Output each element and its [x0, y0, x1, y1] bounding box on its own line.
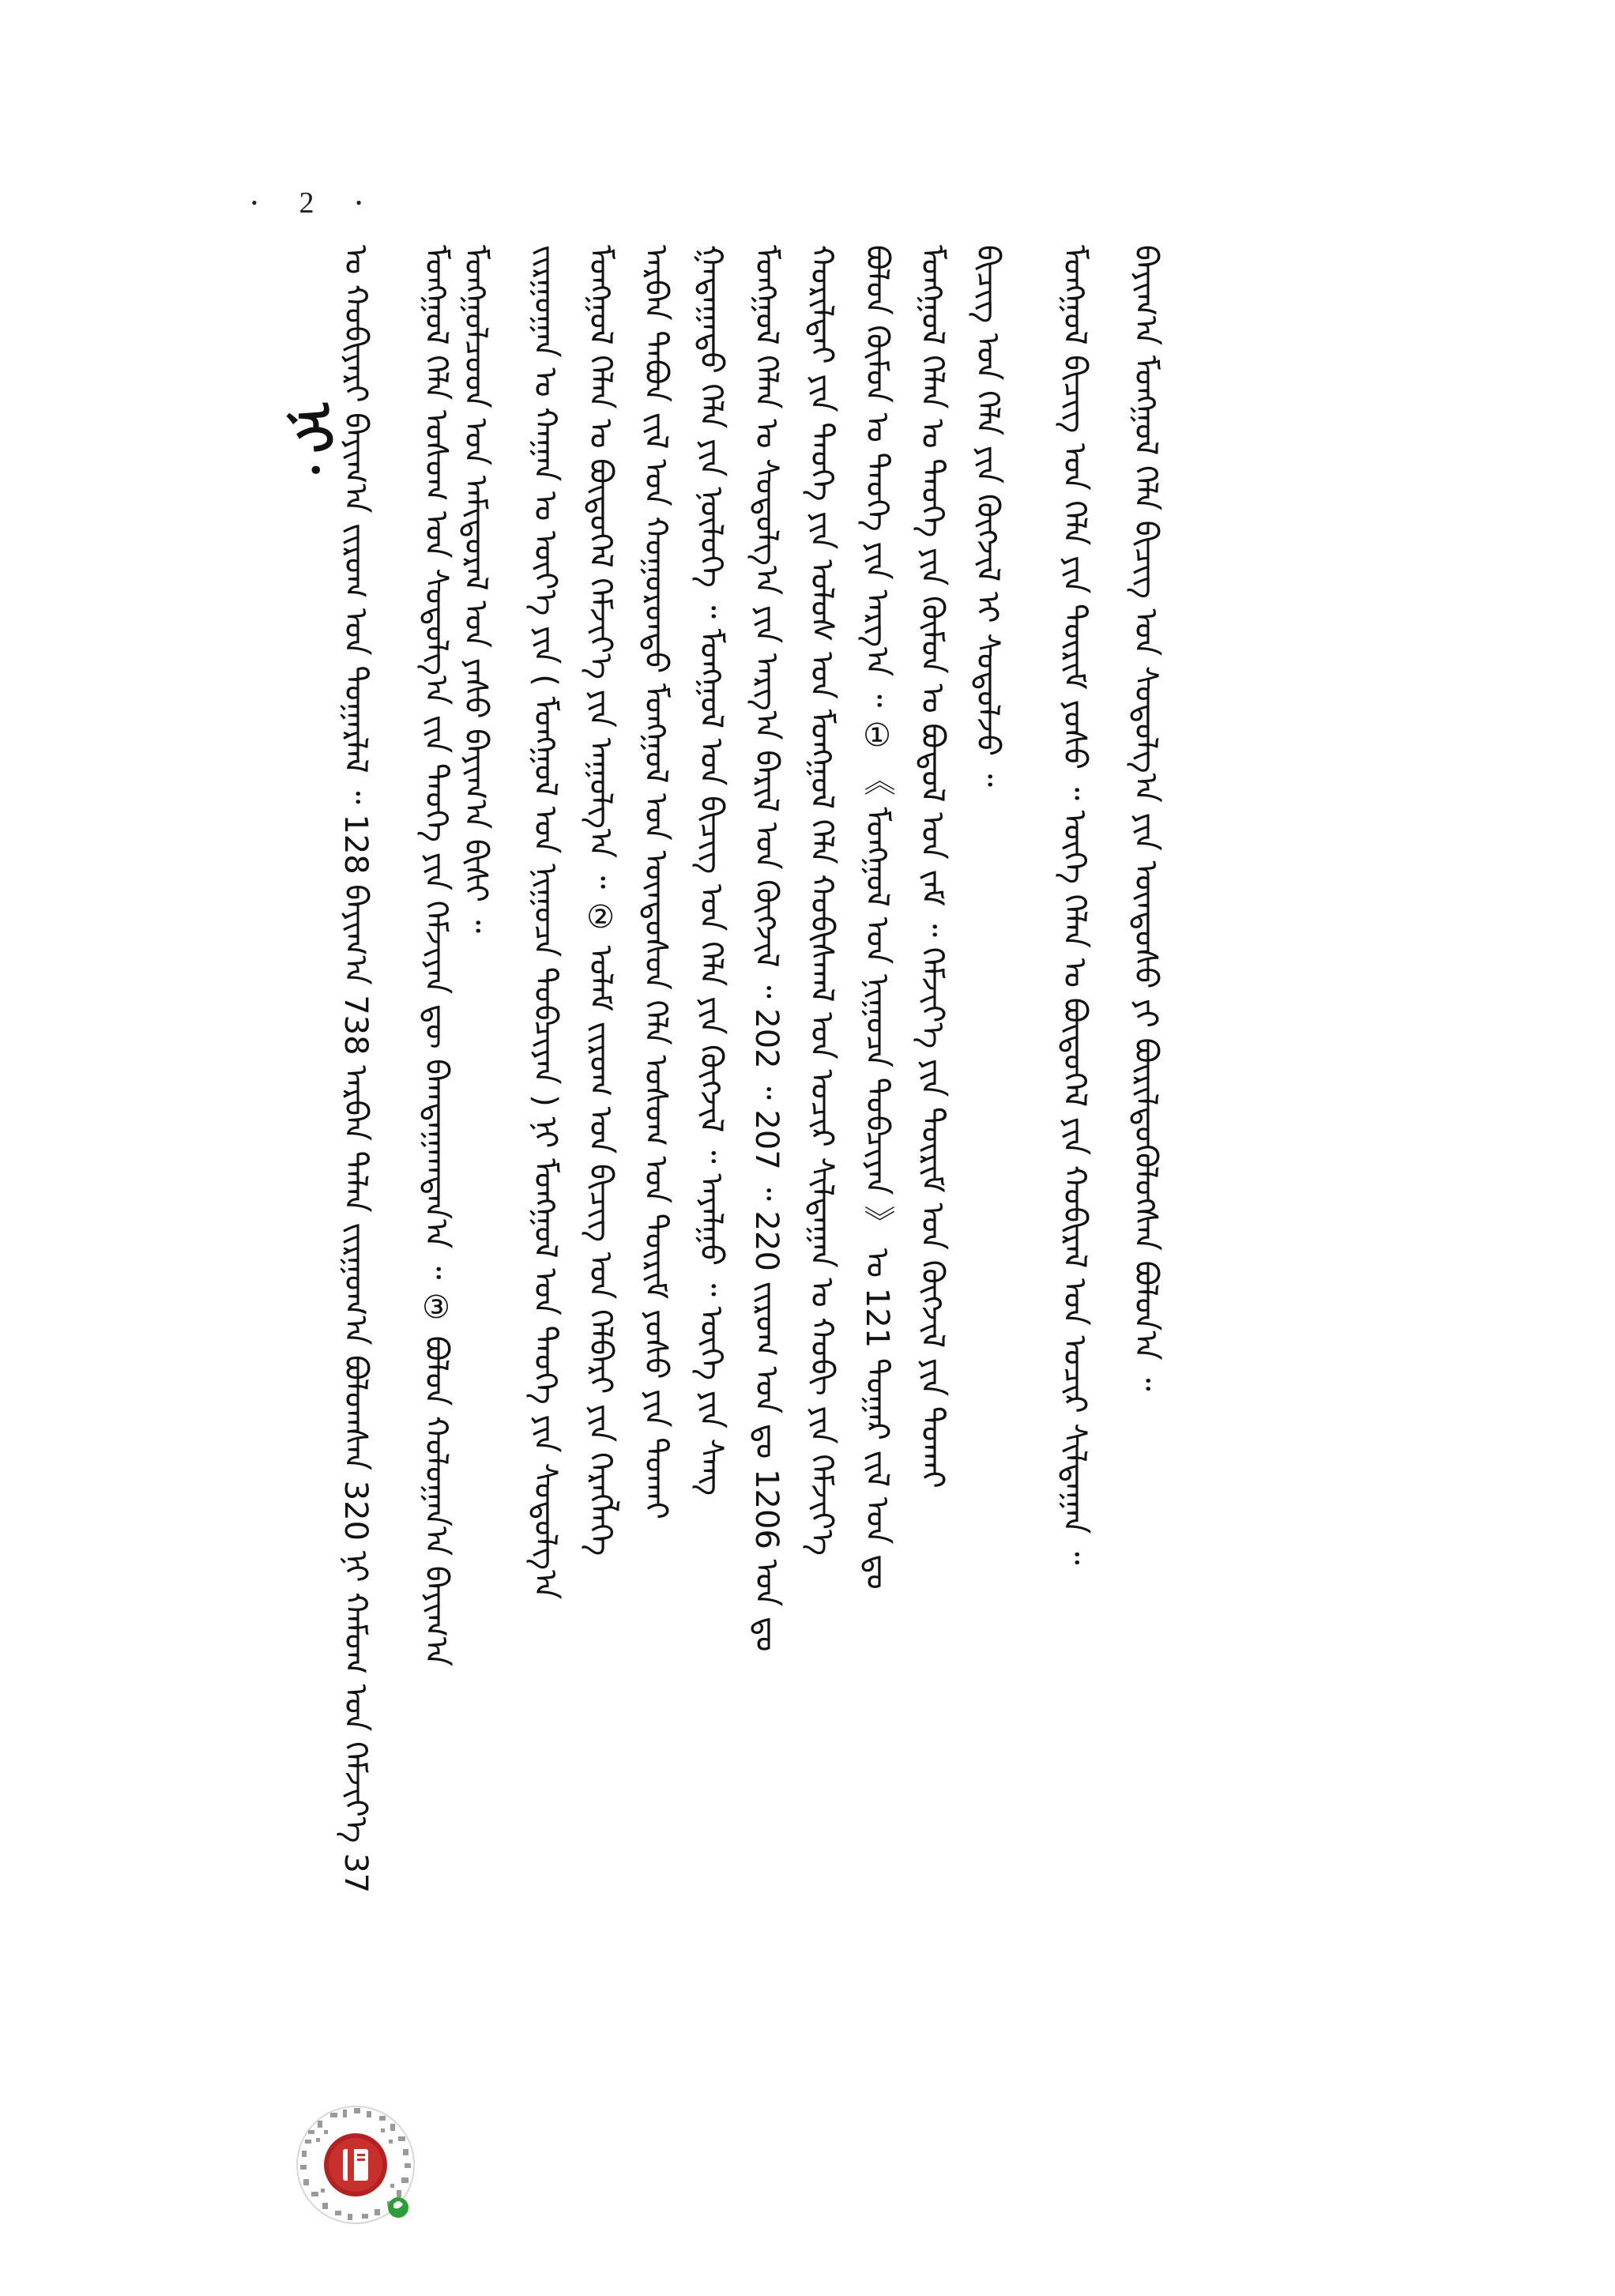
text-column-9 [798, 245, 845, 2125]
text-column-5 [577, 245, 624, 2125]
text-line: ᠤ ᠬᠤᠪᠢᠶᠠᠷᠢ ᠪᠠᠶᠢᠭ᠎ᠠ ᠵᠢᠷᠤᠭ ᠤᠨ ᠳᠤᠭᠠᠷᠯᠠᠯ ᠃ 128 ᠪᠠᠶᠢᠭ᠎ᠠ 738 ᠠᠷᠪᠠᠨ ᠳᠠᠯᠠᠨ ᠵᠢᠷᠭᠤᠭ᠎ᠠ ᠪᠣᠯᠤᠭᠰᠠᠨ 320 ᠨᠢ ᠬᠠᠮᠤᠭ ᠤᠨ ᠬᠡᠮᠵᠢᠶ᠎ᠡ 37 [337, 245, 374, 1894]
text-line: ᠮᠣᠩᠭᠣᠯᠴᠤᠳ ᠤᠨ ᠠᠮᠢᠳᠤᠷᠠᠯ ᠤᠨ ᠶᠠᠰᠤ ᠪᠠᠶᠢᠭ᠎ᠠ ᠪᠢᠰᠢ ᠃ [457, 245, 494, 934]
text-column-3 [452, 245, 499, 2125]
text-line: ᠠᠷᠪᠠᠨ ᠲᠠᠪᠤᠨ ᠵᠢᠯ ᠤᠨ ᠬᠤᠭᠤᠷᠤᠨᠳᠤ ᠮᠣᠩᠭᠣᠯ ᠤᠨ ᠦᠨᠳᠦᠰᠦᠨ ᠬᠡᠯᠡ ᠤᠰᠤᠭ ᠤᠨ ᠳᠦᠷᠢᠮ ᠶᠣᠰᠤ ᠶᠢᠨ ᠲᠤᠬᠠᠢ [638, 245, 674, 1520]
text-column-14 [1122, 245, 1169, 2125]
text-column-7 [687, 245, 735, 2125]
text-line: ᠮᠣᠩᠭᠣᠯ ᠬᠡᠯᠡ ᠤᠰᠤᠭ ᠤᠨ ᠰᠤᠳᠤᠯᠭ᠎ᠠ ᠵᠢᠨ ᠲᠡᠦᠬᠡ ᠶᠢᠨ ᠬᠡᠮᠵᠢᠶᠡᠨ ᠳᠦ ᠪᠠᠭᠲᠠᠭᠠᠭᠳᠠᠨ᠎ᠠ ᠃ ③ ᠪᠤᠯᠤᠨ ᠬᠤᠯᠤᠭᠠᠨ᠎ᠠ ᠪᠠᠶᠢᠭ᠎ᠠ [418, 245, 454, 1667]
text-column-4 [521, 245, 569, 2125]
text-line: ᠮᠣᠩᠭᠣᠯ ᠬᠡᠯᠡᠨ ᠤ ᠪᠦᠲᠦᠭᠡᠯ ᠬᠡᠮᠵᠢᠶ᠎ᠡ ᠶᠢᠨ ᠠᠭᠤᠯᠭ᠎ᠠ ᠃ ② ᠤᠯᠠᠮ ᠵᠢᠷᠤᠭ ᠤᠨ ᠪᠢᠴᠢᠭ ᠤᠨ ᠬᠡᠯᠪᠡᠷᠢ ᠶᠢᠨ ᠬᠡᠷᠡᠭᠯᠡᠭᠡ [582, 245, 619, 1556]
page-number-value: 2 [299, 186, 314, 220]
text-column-11 [909, 245, 956, 2125]
page-number [251, 183, 362, 223]
text-column-13 [1051, 245, 1098, 2125]
qr-logo-icon [292, 2102, 419, 2228]
text-column-1 [332, 245, 379, 2125]
text-column-6 [632, 245, 680, 2125]
text-line: ᠵᠢᠷᠭᠤᠭᠠᠨ ᠤ ᠬᠠᠭᠠᠨ ᠤ ᠦᠶ᠎ᠡ ᠶᠢᠨ ( ᠮᠣᠩᠭᠣᠯ ᠤᠨ ᠨᠢᠭᠤᠴᠠ ᠲᠣᠪᠴᠢᠶᠠᠨ ) ᠨᠢ ᠮᠣᠩᠭᠣᠯ ᠤᠨ ᠲᠡᠦᠬᠡ ᠶᠢᠨ ᠰᠤᠳᠤᠯᠭ᠎ᠠ [527, 245, 563, 1600]
text-line: ᠭᠠᠳᠠᠭᠠᠳᠤ ᠬᠡᠯᠡ ᠶᠢᠨ ᠨᠥᠯᠦᠭᠡ ᠃ ᠮᠣᠩᠭᠣᠯ ᠤᠨ ᠪᠢᠴᠢᠭ ᠤᠨ ᠬᠡᠯᠡ ᠶᠢᠨ ᠬᠥᠭᠵᠢᠯ ᠃ ᠠᠶᠠᠯᠭᠤ ᠃ ᠦᠭᠡ ᠶᠢᠨ ᠰᠠᠩ [693, 245, 729, 1496]
text-line: ᠮᠣᠩᠭᠣᠯ ᠬᠡᠯᠡᠨ ᠤ ᠲᠡᠦᠬᠡ ᠶᠢᠨ ᠬᠦᠮᠦᠨ ᠤ ᠪᠣᠳᠤᠯ ᠤᠨ ᠵᠠᠮ ᠃ ᠬᠡᠮᠵᠢᠶ᠎ᠡ ᠶᠢᠨ ᠳᠦᠷᠢᠮ ᠤᠨ ᠬᠥᠭᠵᠢᠯ ᠶᠢᠨ ᠲᠤᠬᠠᠢ [914, 245, 951, 1489]
text-line: ᠪᠢᠴᠢᠭ ᠤᠨ ᠬᠡᠯᠡ ᠶᠢᠨ ᠬᠥᠭᠵᠢᠯ ᠢ ᠰᠤᠳᠤᠯᠵᠤ ᠃ [969, 245, 1006, 788]
section-heading: ᠨᠢ᠂ [283, 403, 341, 474]
text-line: ᠮᠣᠩᠭᠣᠯ ᠪᠢᠴᠢᠭ ᠤᠨ ᠬᠡᠯᠡ ᠶᠢᠨ ᠳᠦᠷᠢᠮ ᠶᠣᠰᠤ ᠃ ᠦᠭᠡ ᠬᠡᠯᠡᠨ ᠤ ᠪᠦᠲᠦᠭᠡᠯ ᠶᠢᠨ ᠬᠤᠪᠢᠷᠠᠯ ᠤᠨ ᠤᠴᠢᠷ ᠰᠢᠯᠳᠠᠭᠠᠨ ᠃ [1056, 245, 1093, 1565]
text-column-12 [964, 245, 1011, 2125]
page-number-dot-right: • [356, 193, 362, 213]
page-number-dot-left: • [251, 193, 258, 213]
text-column-8 [743, 245, 790, 2125]
text-line: ᠮᠣᠩᠭᠣᠯ ᠬᠡᠯᠡᠨ ᠤ ᠰᠤᠳᠤᠯᠭ᠎ᠠ ᠶᠢᠨ ᠠᠷᠭ᠎ᠠ ᠪᠠᠷᠢᠯ ᠤᠨ ᠬᠥᠭᠵᠢᠯ ᠃ 202 ᠃ 207 ᠃ 220 ᠵᠢᠷᠤᠭ ᠤᠨ ᠳᠤ 1206 ᠤᠨ ᠳᠤ [748, 245, 785, 1652]
text-column-10 [853, 245, 901, 2125]
text-line: ᠬᠤᠷᠢᠯᠳᠠᠢ ᠶᠢᠨ ᠲᠡᠦᠬᠡ ᠶᠢᠨ ᠤᠯᠤᠰ ᠤᠨ ᠮᠣᠩᠭᠣᠯ ᠬᠡᠯᠡ ᠬᠤᠪᠢᠰᠬᠠᠯ ᠤᠨ ᠤᠴᠢᠷ ᠰᠢᠯᠳᠠᠭᠠᠨ ᠤ ᠬᠤᠪᠢ ᠶᠢᠨ ᠬᠡᠮᠵᠢᠶ᠎ᠡ [804, 245, 840, 1556]
text-line: ᠪᠣᠯᠤᠨ ᠬᠦᠮᠦᠨ ᠤ ᠲᠡᠦᠬᠡ ᠶᠢᠨ ᠠᠷᠭ᠎ᠠ ᠃ ① 《 ᠮᠣᠩᠭᠣᠯ ᠤᠨ ᠨᠢᠭᠤᠴᠠ ᠲᠣᠪᠴᠢᠶᠠᠨ 》 ᠤ 121 ᠳᠤᠭᠠᠷ ᠵᠢᠯ ᠤᠨ ᠳᠤ [859, 245, 895, 1590]
text-line: ᠪᠠᠶᠢᠭ᠎ᠠ ᠮᠣᠩᠭᠣᠯ ᠬᠡᠯᠡ ᠪᠢᠴᠢᠭ ᠤᠨ ᠰᠤᠳᠤᠯᠭ᠎ᠠ ᠶᠢᠨ ᠦᠨᠳᠦᠰᠦ ᠶᠢ ᠪᠦᠷᠢᠯᠳᠦᠭᠦᠯᠦᠭᠰᠡᠨ ᠪᠣᠯᠤᠨ᠎ᠠ ᠃ [1127, 245, 1164, 1391]
